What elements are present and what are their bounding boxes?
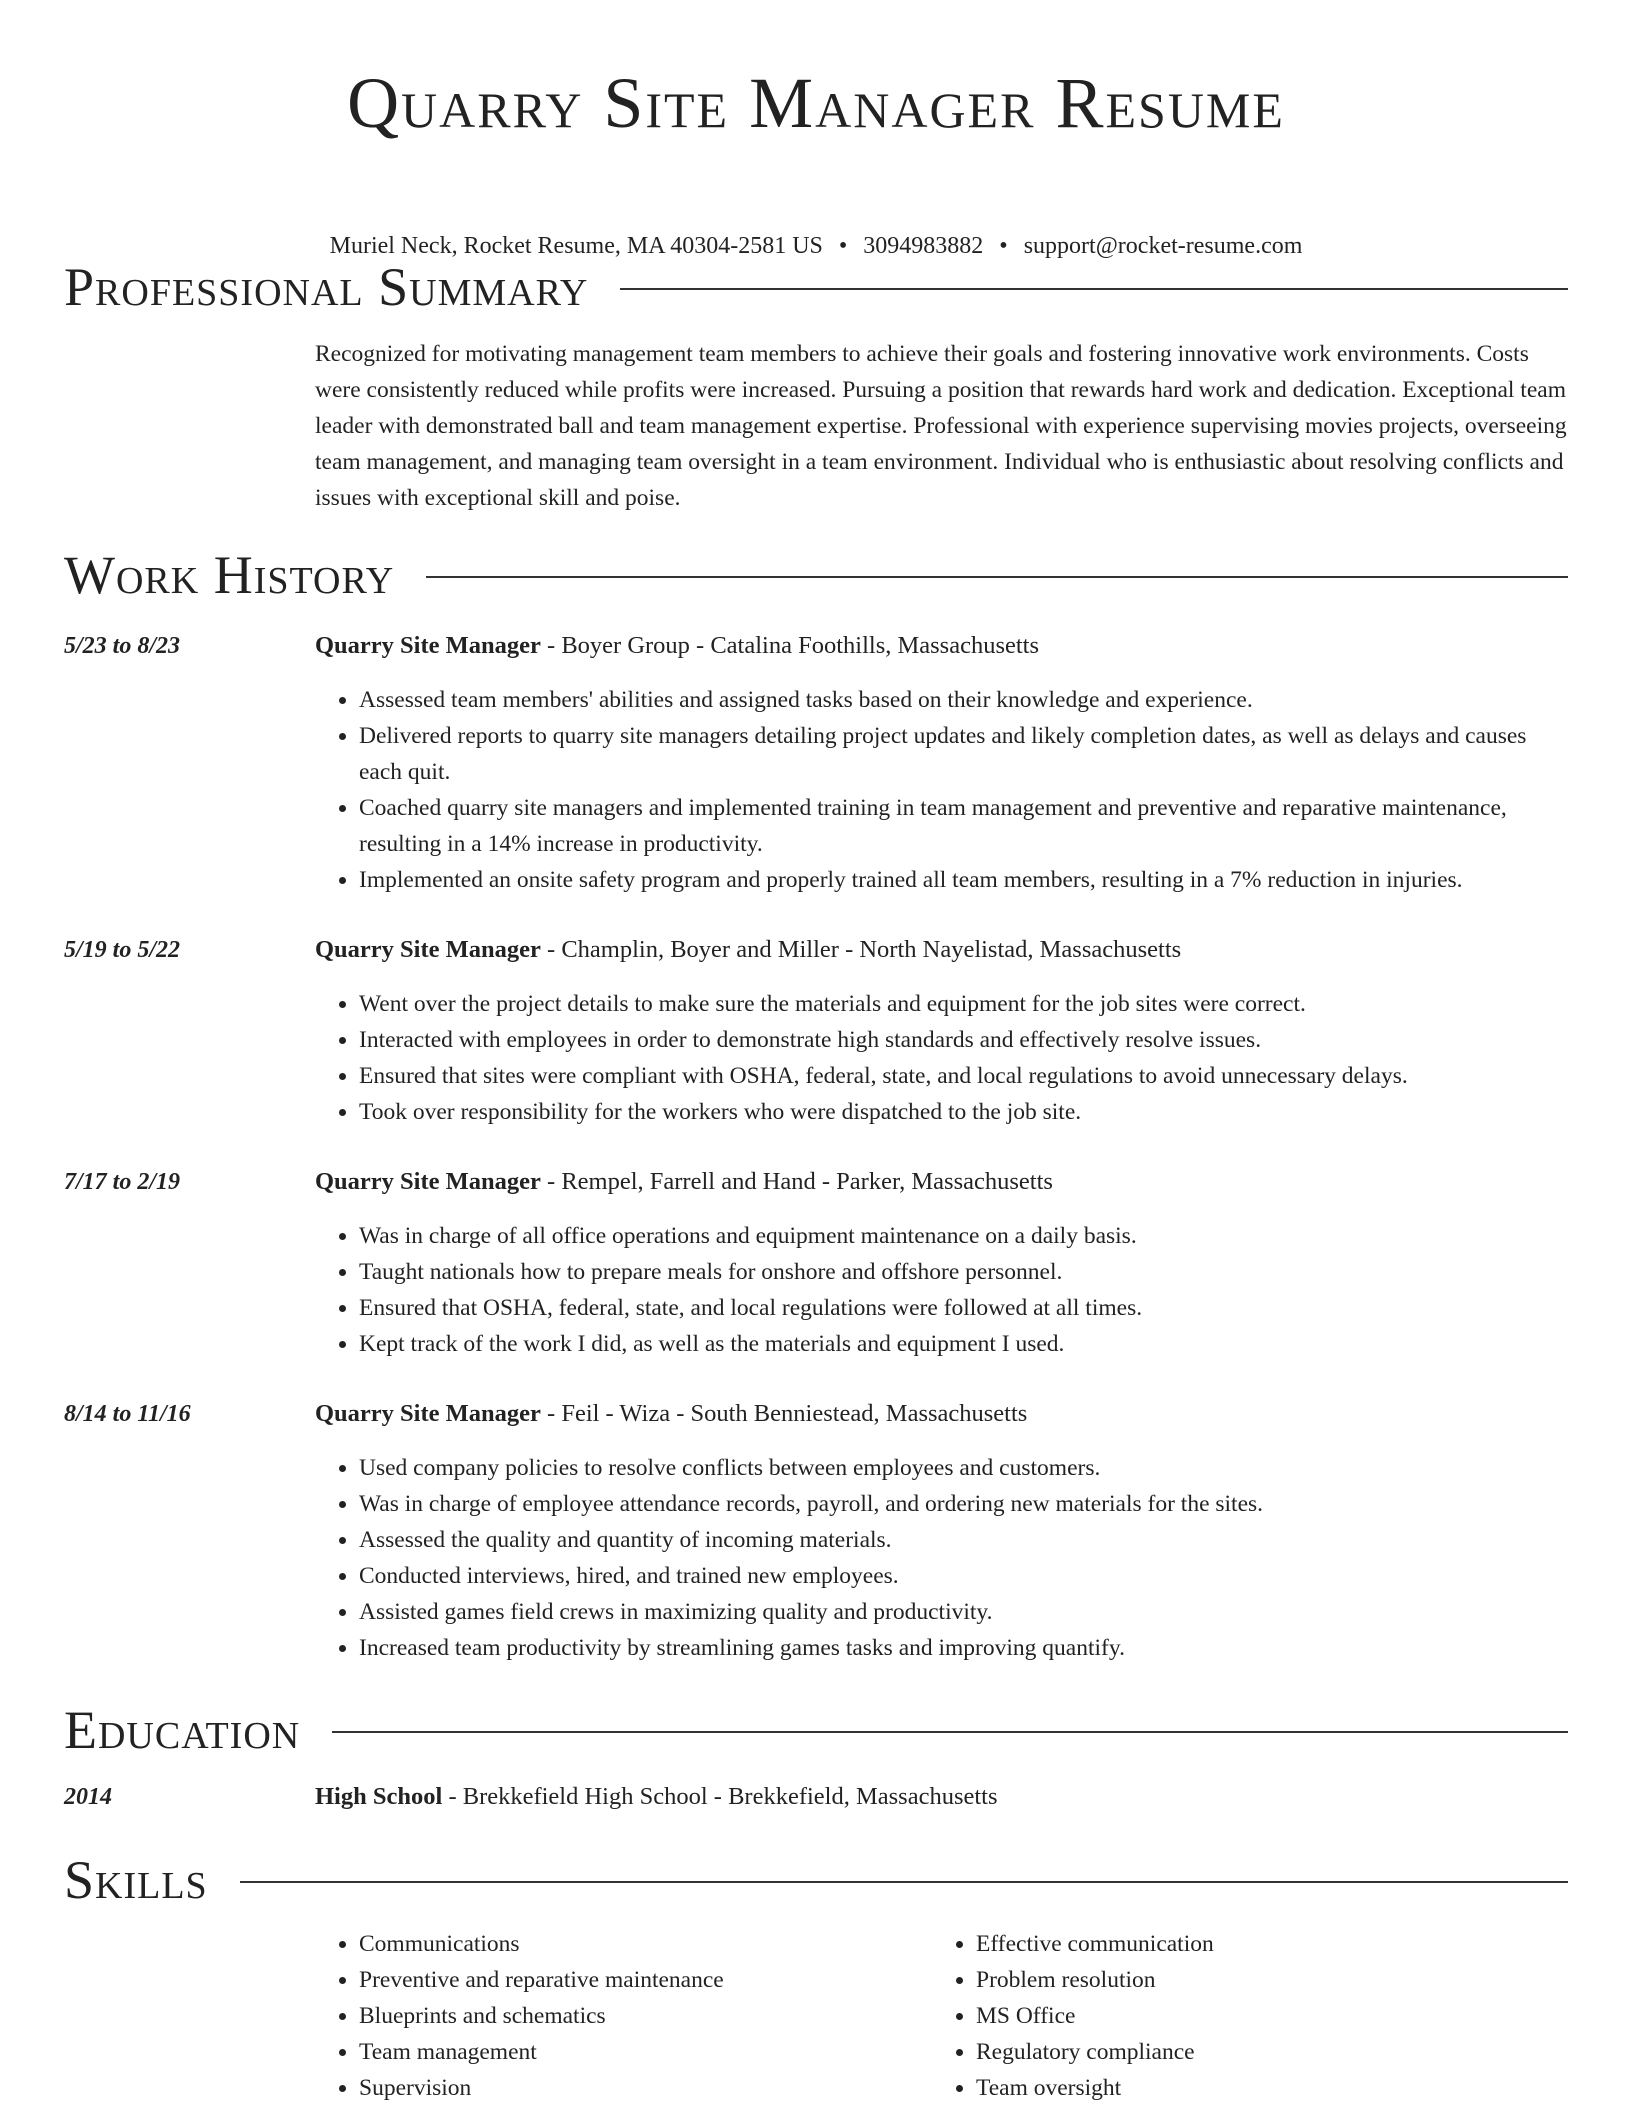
section-header-skills [64,1848,1568,1912]
section-divider [332,1731,1568,1733]
skills-column-right [932,1926,1549,2106]
job-heading [315,1396,1568,1432]
job-date: 7/17 to 2/19 [64,1169,181,1195]
section-title: Skills [64,1850,208,1910]
education-degree: High School [315,1783,443,1810]
section-title: Work History [64,545,395,605]
job-entry [64,932,1568,1130]
section-header-summary [64,255,1568,319]
section-title: Professional Summary [64,257,589,317]
job-date: 5/19 to 5/22 [64,937,181,963]
list-item: • Preventive and reparative maintenance [359,1962,932,1998]
education-entry [64,1779,1568,1815]
job-heading [315,932,1568,968]
list-item: • Coached quarry site managers and implemented training in team management and preventive and reparative maintenance, resulting in a 14% increase in productivity. [359,790,1568,862]
job-entry [64,1164,1568,1362]
list-item: • Problem resolution [976,1962,1549,1998]
job-bullets [315,986,1568,1130]
section-header-work [64,543,1568,607]
job-role: Quarry Site Manager [315,936,541,963]
list-item: • Team management [359,2034,932,2070]
list-item: • Assessed the quality and quantity of incoming materials. [359,1522,1568,1558]
list-item: • Interacted with employees in order to demonstrate high standards and effectively resolve issues. [359,1022,1568,1058]
summary-text: Recognized for motivating management team members to achieve their goals and fostering innovative work environments. Costs were consistently reduced while profits were increased. Pursuing a position that rewards hard work and dedication. Exceptional team leader with demonstrated ball and team management expertise. Professional with experience supervising movies projects, overseeing team management, and managing team oversight in a team environment. Individual who is enthusiastic about resolving conflicts and issues with exceptional skill and poise. [315,341,1567,511]
contact-email: support@rocket-resume.com [1023,233,1303,259]
list-item: • Team oversight [976,2070,1549,2106]
job-role: Quarry Site Manager [315,632,541,659]
list-item: • Used company policies to resolve conflicts between employees and customers. [359,1450,1568,1486]
education-date: 2014 [64,1784,112,1810]
skills-column-left [315,1926,932,2106]
job-detail: - Rempel, Farrell and Hand - Parker, Massachusetts [540,1168,1053,1195]
section-divider [426,576,1568,578]
education-heading [315,1779,1568,1815]
job-entry [64,1396,1568,1666]
job-detail: - Feil - Wiza - South Benniestead, Massachusetts [540,1400,1028,1427]
list-item: • Supervision [359,2070,932,2106]
section-header-education [64,1698,1568,1762]
list-item: • Assisted games field crews in maximizing quality and productivity. [359,1594,1568,1630]
list-item: • Delivered reports to quarry site managers detailing project updates and likely completion dates, as well as delays and causes each quit. [359,718,1568,790]
list-item: • Ensured that sites were compliant with OSHA, federal, state, and local regulations to avoid unnecessary delays. [359,1058,1568,1094]
job-role: Quarry Site Manager [315,1168,541,1195]
job-heading [315,628,1568,664]
job-entry [64,628,1568,898]
list-item: • Went over the project details to make sure the materials and equipment for the job sites were correct. [359,986,1568,1022]
list-item: • Was in charge of all office operations and equipment maintenance on a daily basis. [359,1218,1568,1254]
list-item: • Conducted interviews, hired, and trained new employees. [359,1558,1568,1594]
list-item: • Ensured that OSHA, federal, state, and local regulations were followed at all times. [359,1290,1568,1326]
skills-list [315,1926,1568,2106]
job-bullets [315,682,1568,898]
job-date: 5/23 to 8/23 [64,633,181,659]
contact-separator: • [838,233,848,259]
list-item: • Took over responsibility for the workers who were dispatched to the job site. [359,1094,1568,1130]
section-title: Education [64,1700,301,1760]
list-item: • Kept track of the work I did, as well as the materials and equipment I used. [359,1326,1568,1362]
resume-title: Quarry Site Manager Resume [347,63,1285,143]
section-divider [240,1881,1568,1883]
list-item: • Increased team productivity by streamlining games tasks and improving quantify. [359,1630,1568,1666]
list-item: • Effective communication [976,1926,1549,1962]
job-date: 8/14 to 11/16 [64,1401,191,1427]
job-heading [315,1164,1568,1200]
job-detail: - Champlin, Boyer and Miller - North Nayelistad, Massachusetts [540,936,1182,963]
list-item: • Blueprints and schematics [359,1998,932,2034]
contact-separator: • [999,233,1008,259]
contact-phone: 3094983882 [863,233,984,259]
list-item: • Regulatory compliance [976,2034,1549,2070]
list-item: • Communications [359,1926,932,1962]
list-item: • Taught nationals how to prepare meals for onshore and offshore personnel. [359,1254,1568,1290]
education-detail: - Brekkefield High School - Brekkefield, Massachusetts [442,1783,998,1810]
job-bullets [315,1450,1568,1666]
contact-address: Muriel Neck, Rocket Resume, MA 40304-2581 US [329,233,823,259]
list-item: • Was in charge of employee attendance records, payroll, and ordering new materials for the sites. [359,1486,1568,1522]
section-divider [620,288,1568,290]
list-item: • Implemented an onsite safety program and properly trained all team members, resulting in a 7% reduction in injuries. [359,862,1568,898]
list-item: • MS Office [976,1998,1549,2034]
job-role: Quarry Site Manager [315,1400,541,1427]
job-bullets [315,1218,1568,1362]
job-detail: - Boyer Group - Catalina Foothills, Massachusetts [540,632,1040,659]
list-item: • Assessed team members' abilities and assigned tasks based on their knowledge and experience. [359,682,1568,718]
